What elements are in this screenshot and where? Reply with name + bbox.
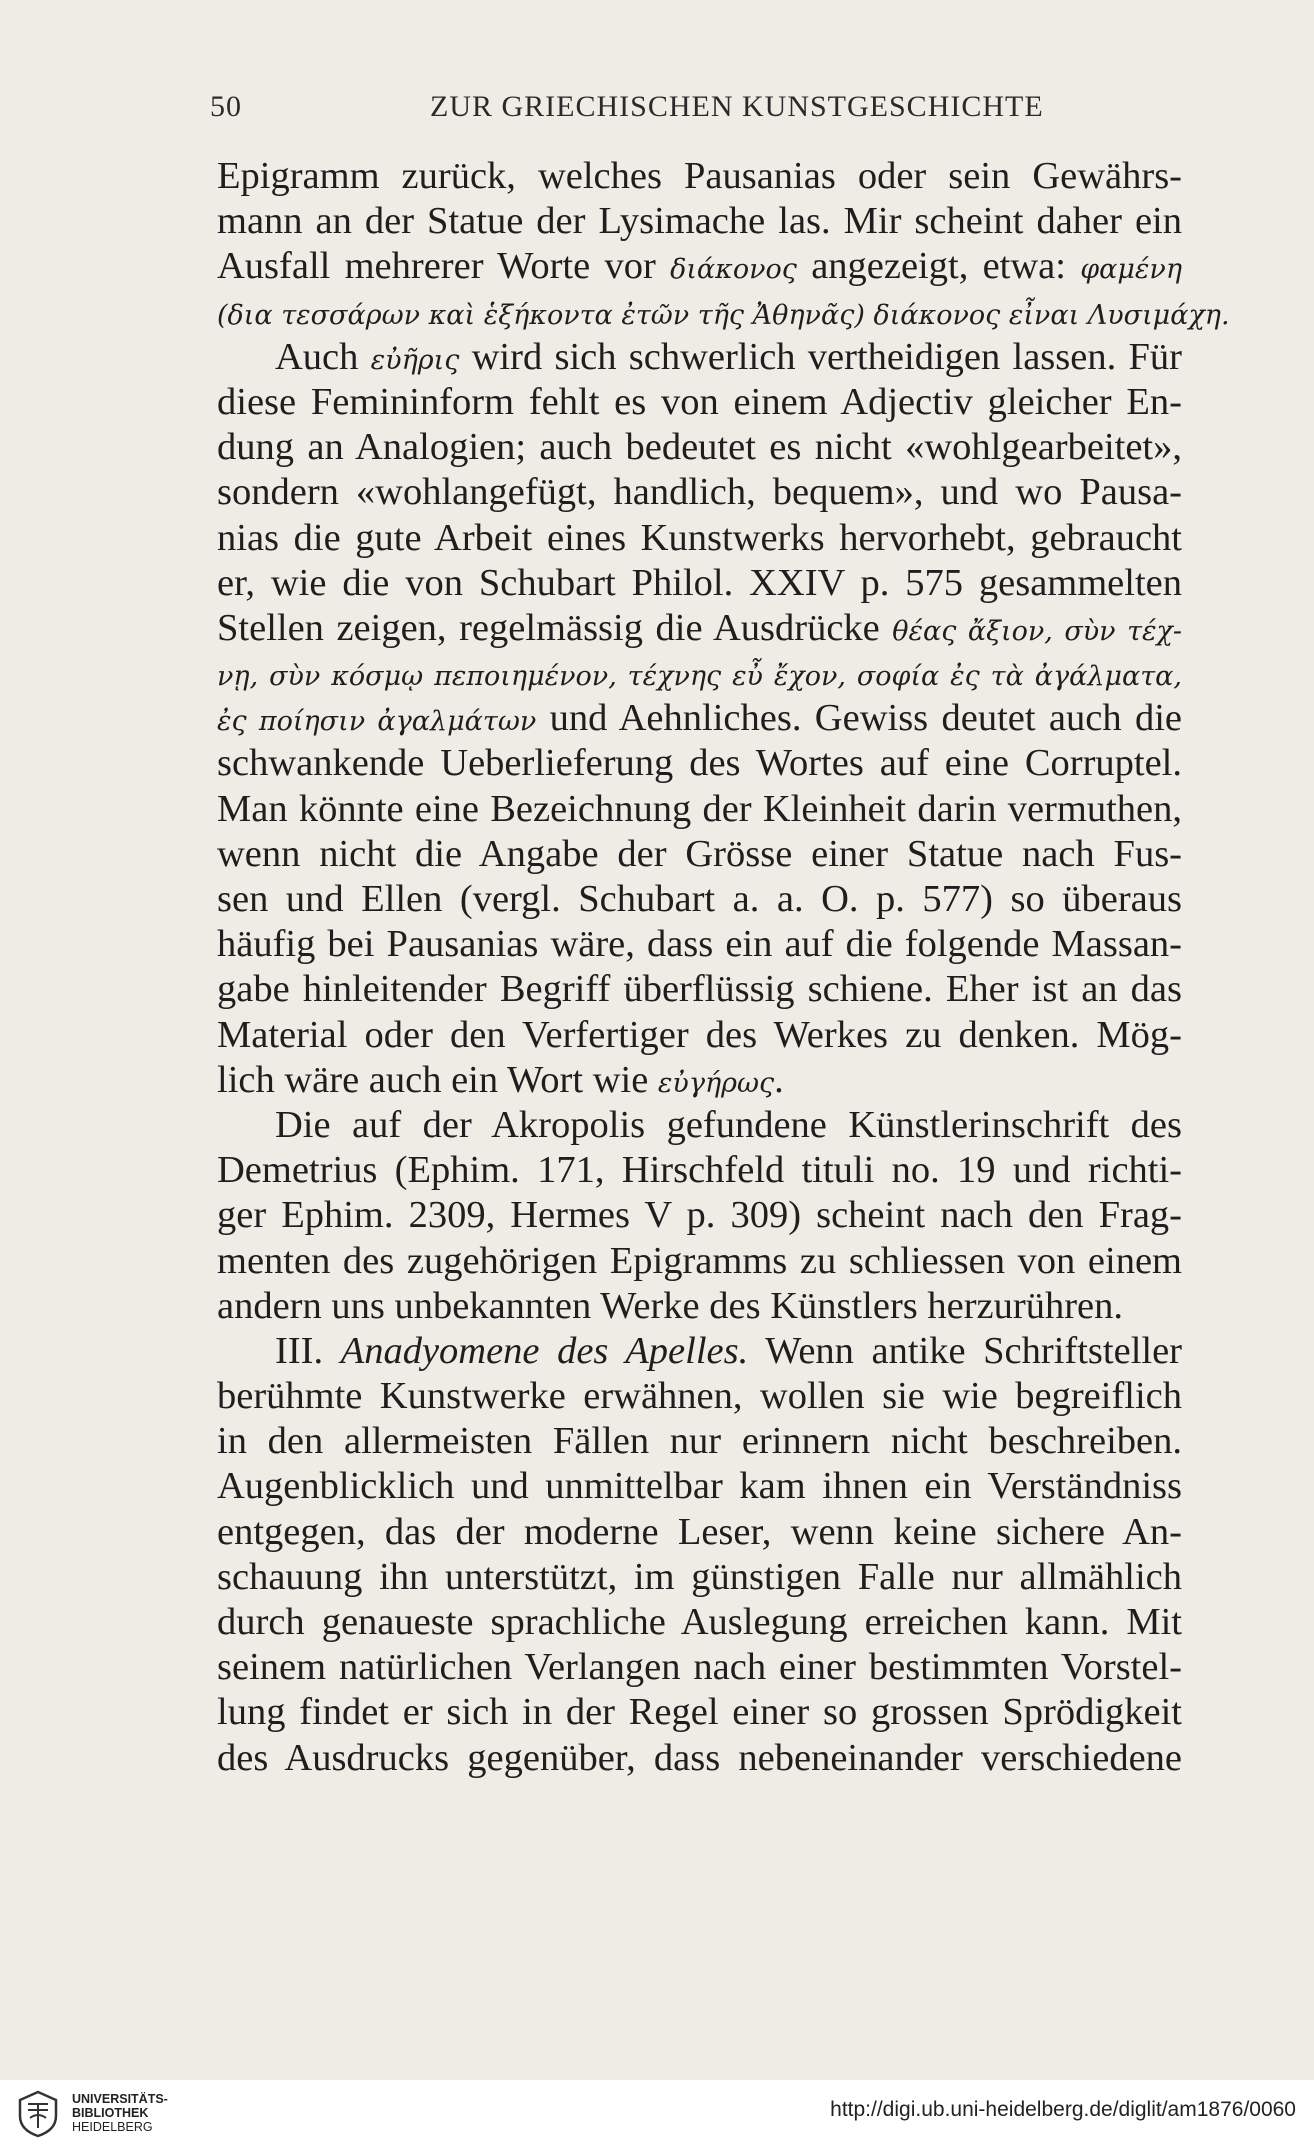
text-segment: in den allermeisten Fällen nur erinnern nicht beschreiben. — [217, 1420, 1182, 1463]
running-title: ZUR GRIECHISCHEN KUNSTGESCHICHTE — [430, 90, 1044, 123]
text-segment: schwankende Ueberlieferung des Wortes auf eine Corruptel. — [217, 742, 1182, 785]
text-line — [217, 877, 1182, 922]
text-line — [217, 787, 1182, 832]
text-segment: menten des zugehörigen Epigramms zu schliessen von einem — [217, 1239, 1182, 1282]
text-line — [217, 380, 1182, 425]
text-line — [217, 1058, 1182, 1103]
text-segment: seinem natürlichen Verlangen nach einer bestimmten Vorstel- — [217, 1646, 1182, 1689]
text-line — [217, 832, 1182, 877]
text-segment: Wenn antike Schriftsteller — [748, 1329, 1183, 1372]
text-line — [217, 1329, 1182, 1374]
text-segment: wenn nicht die Angabe der Grösse einer Statue nach Fus- — [217, 832, 1182, 875]
text-segment: . — [774, 1058, 784, 1101]
text-segment: Material oder den Verfertiger des Werkes zu denken. Mög- — [217, 1013, 1182, 1056]
source-url-link[interactable]: http://digi.ub.uni-heidelberg.de/diglit/am1876/0060 — [830, 2098, 1296, 2121]
text-line — [217, 1600, 1182, 1645]
text-line — [217, 1464, 1182, 1509]
text-line — [217, 1419, 1182, 1464]
text-segment: Epigramm zurück, welches Pausanias oder sein Gewährs- — [217, 155, 1182, 197]
text-segment: wird sich schwerlich vertheidigen lassen. Für — [459, 335, 1182, 378]
text-segment: Man könnte eine Bezeichnung der Kleinheit darin vermuthen, — [217, 787, 1182, 830]
text-line — [217, 425, 1182, 470]
library-line: BIBLIOTHEK — [72, 2106, 149, 2120]
text-line — [217, 967, 1182, 1012]
text-segment: mann an der Statue der Lysimache las. Mir scheint daher ein — [217, 200, 1182, 243]
text-segment: Auch — [275, 335, 371, 378]
text-line — [217, 1148, 1182, 1193]
text-line — [217, 244, 1182, 289]
text-line — [217, 199, 1182, 244]
text-segment: III. — [275, 1329, 341, 1372]
text-segment: durch genaueste sprachliche Auslegung erreichen kann. Mit — [217, 1601, 1182, 1643]
library-name — [72, 2092, 168, 2134]
text-segment: lich wäre auch ein Wort wie — [217, 1058, 658, 1101]
text-segment: gabe hinleitender Begriff überflüssig schiene. Eher ist an das — [217, 968, 1182, 1011]
text-segment: diese Femininform fehlt es von einem Adjectiv gleicher En- — [217, 380, 1182, 423]
text-segment: Demetrius (Ephim. 171, Hirschfeld tituli no. 19 und richti- — [217, 1149, 1182, 1192]
italic-text: Anadyomene des Apelles. — [340, 1329, 749, 1372]
text-line — [217, 1690, 1182, 1735]
text-line — [217, 1555, 1182, 1600]
text-segment: Ausfall mehrerer Worte vor — [217, 245, 671, 288]
greek-text: διάκονος — [670, 254, 797, 286]
text-line — [217, 154, 1182, 199]
text-segment: und Aehnliches. Gewiss deutet auch die — [536, 697, 1182, 740]
text-segment: Stellen zeigen, regelmässig die Ausdrücke — [217, 606, 893, 649]
text-line — [217, 516, 1182, 561]
text-line — [217, 741, 1182, 786]
text-line — [217, 1193, 1182, 1238]
text-segment: angezeigt, etwa: — [796, 245, 1081, 288]
text-segment: nias die gute Arbeit eines Kunstwerks hervorhebt, gebraucht — [217, 516, 1182, 559]
text-line — [217, 606, 1182, 651]
text-line — [217, 696, 1182, 741]
text-line — [217, 1284, 1182, 1329]
text-segment: berühmte Kunstwerke erwähnen, wollen sie wie begreiflich — [217, 1375, 1182, 1418]
greek-text: (δια τεσσάρων καὶ ἑξήκοντα ἐτῶν τῆς Ἀθηνᾶς) διάκονος εἶναι Λυσιμάχη. — [217, 299, 1230, 331]
greek-text: νῃ, σὺν κόσμῳ πεποιημένον, τέχνης εὖ ἔχον, σοφία ἐς τὰ ἀγάλματα, — [217, 661, 1182, 693]
text-segment: häufig bei Pausanias wäre, dass ein auf die folgende Massan- — [217, 923, 1182, 966]
text-segment: er, wie die von Schubart Philol. XXIV p. 575 gesammelten — [217, 561, 1182, 604]
greek-text: φαμένη — [1080, 254, 1182, 286]
greek-text: θέας ἄξιον, σὺν τέχ- — [892, 615, 1182, 647]
greek-text: εὐῆρις — [370, 344, 460, 376]
text-segment: lung findet er sich in der Regel einer so grossen Sprödigkeit — [217, 1691, 1182, 1734]
page-number: 50 — [210, 90, 242, 123]
text-segment: dung an Analogien; auch bedeutet es nicht «wohlgearbeitet», — [217, 426, 1182, 469]
text-line — [217, 1374, 1182, 1419]
text-segment: andern uns unbekannten Werke des Künstlers herzurühren. — [217, 1284, 1123, 1327]
text-segment: des Ausdrucks gegenüber, dass nebeneinander verschiedene — [217, 1736, 1182, 1779]
text-line — [217, 1103, 1182, 1148]
text-line — [217, 651, 1182, 696]
university-seal-icon — [16, 2090, 60, 2138]
text-line — [217, 1013, 1182, 1058]
greek-text: ἐς ποίησιν ἀγαλμάτων — [217, 706, 537, 738]
library-line: HEIDELBERG — [72, 2120, 153, 2134]
running-header — [210, 90, 1185, 130]
text-line — [217, 1736, 1182, 1781]
text-line — [217, 1645, 1182, 1690]
text-segment: entgegen, das der moderne Leser, wenn keine sichere An- — [217, 1510, 1182, 1553]
text-line — [217, 290, 1230, 335]
text-segment: sen und Ellen (vergl. Schubart a. a. O. p. 577) so überaus — [217, 878, 1182, 920]
library-line: UNIVERSITÄTS- — [72, 2092, 168, 2106]
text-segment: sondern «wohlangefügt, handlich, bequem», und wo Pausa- — [217, 471, 1182, 514]
text-line — [217, 561, 1182, 606]
text-segment: Augenblicklich und unmittelbar kam ihnen ein Verständniss — [217, 1465, 1182, 1508]
greek-text: εὐγήρως — [657, 1067, 775, 1099]
text-line — [217, 335, 1182, 380]
text-segment: schauung ihn unterstützt, im günstigen Falle nur allmählich — [217, 1555, 1182, 1598]
text-segment: Die auf der Akropolis gefundene Künstlerinschrift des — [275, 1103, 1182, 1146]
text-line — [217, 470, 1182, 515]
text-line — [217, 922, 1182, 967]
text-line — [217, 1239, 1182, 1284]
text-line — [217, 1510, 1182, 1555]
text-segment: ger Ephim. 2309, Hermes V p. 309) scheint nach den Frag- — [217, 1194, 1182, 1237]
body-text — [217, 154, 1230, 1781]
